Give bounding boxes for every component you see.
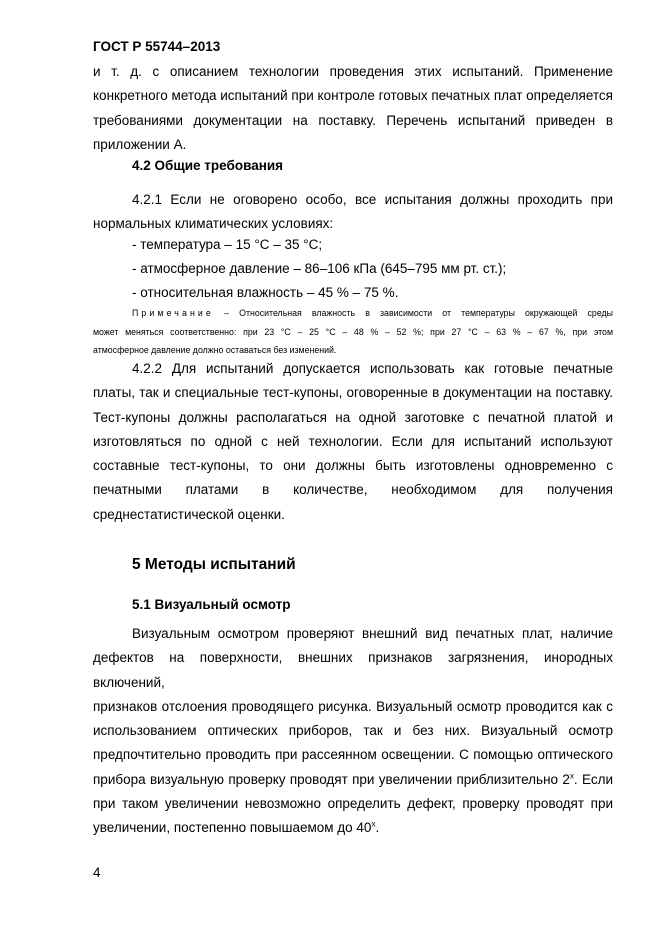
text-line: прибора визуальную проверку проводят при увеличении приблизительно $2^х$. Если — [93, 771, 613, 787]
text-line: и т. д. с описанием технологии проведения этих испытаний. Применение — [93, 64, 613, 79]
text-line: Тест-купоны должны располагаться на одной заготовке с печатной платой и — [93, 409, 613, 425]
text-line: 4.2.2 Для испытаний допускается использовать как готовые печатные — [132, 361, 613, 376]
text-line: платы, так и специальные тест-купоны, оговоренные в документации на поставку. — [93, 385, 613, 401]
text-line: печатными платами в количестве, необходимом для получения — [93, 482, 613, 498]
text-line: атмосферное давление должно оставаться без изменений. — [93, 345, 337, 356]
text-line: Визуальным осмотром проверяют внешний вид печатных плат, наличие — [132, 626, 613, 641]
text-line: конкретного метода испытаний при контроле готовых печатных плат определяется — [93, 88, 613, 104]
paragraph-4-2-1 — [93, 188, 613, 237]
section-5-title: 5 Методы испытаний — [132, 556, 296, 573]
text-line: увеличении, постепенно повышаемом до $40^х$. — [93, 819, 380, 836]
text-line: требованиями документации на поставку. Перечень испытаний приведен в — [93, 112, 613, 128]
note-block — [93, 304, 613, 360]
page-number: 4 — [93, 865, 101, 880]
text-line: среднестатистической оценки. — [93, 506, 285, 522]
paragraph-4-2-2 — [93, 357, 613, 527]
text-line: изготовляться по одной с ней технологии. Если для испытаний используют — [93, 433, 613, 449]
condition-item-pressure: - атмосферное давление – 86–106 кПа (645–795 мм рт. ст.); — [132, 261, 507, 276]
text-line: может меняться соответственно: при 23 °С – 25 °С – 48 % – 52 %; при 27 °С – 63 % – 67 %, при этом — [93, 326, 613, 337]
multiplier-mark: х — [371, 819, 376, 829]
section-4-2-title: 4.2 Общие требования — [132, 158, 284, 173]
text-line: 4.2.1 Если не оговорено особо, все испытания должны проходить при — [132, 192, 613, 207]
text-line: при таком увеличении невозможно определить дефект, проверку проводят при — [93, 796, 613, 812]
condition-item-humidity: - относительная влажность – 45 % – 75 %. — [132, 285, 399, 300]
text-line: дефектов на поверхности, внешних признаков загрязнения, инородных включений, — [93, 650, 613, 690]
intro-paragraph — [93, 60, 613, 157]
document-header: ГОСТ Р 55744–2013 — [93, 39, 221, 54]
paragraph-5-1 — [93, 622, 613, 841]
section-5-1-title: 5.1 Визуальный осмотр — [132, 597, 291, 612]
text-line: признаков отслоения проводящего рисунка. Визуальный осмотр проводится как с — [93, 698, 613, 714]
text-line: составные тест-купоны, то они должны быть изготовлены одновременно с — [93, 458, 613, 474]
text-line: – Относительная влажность в зависимости от температуры окружающей среды — [224, 308, 613, 318]
text-line: предпочтительно проводить при рассеянном освещении. С помощью оптического — [93, 747, 613, 763]
text-line: приложении А. — [93, 136, 187, 152]
note-label: Примечание — [132, 308, 214, 318]
multiplier-mark: х — [569, 771, 574, 781]
text-line: использованием оптических приборов, так и без них. Визуальный осмотр — [93, 723, 613, 739]
condition-item-temperature: - температура – 15 °С – 35 °С; — [132, 237, 323, 252]
text-line: нормальных климатических условиях: — [93, 216, 334, 232]
